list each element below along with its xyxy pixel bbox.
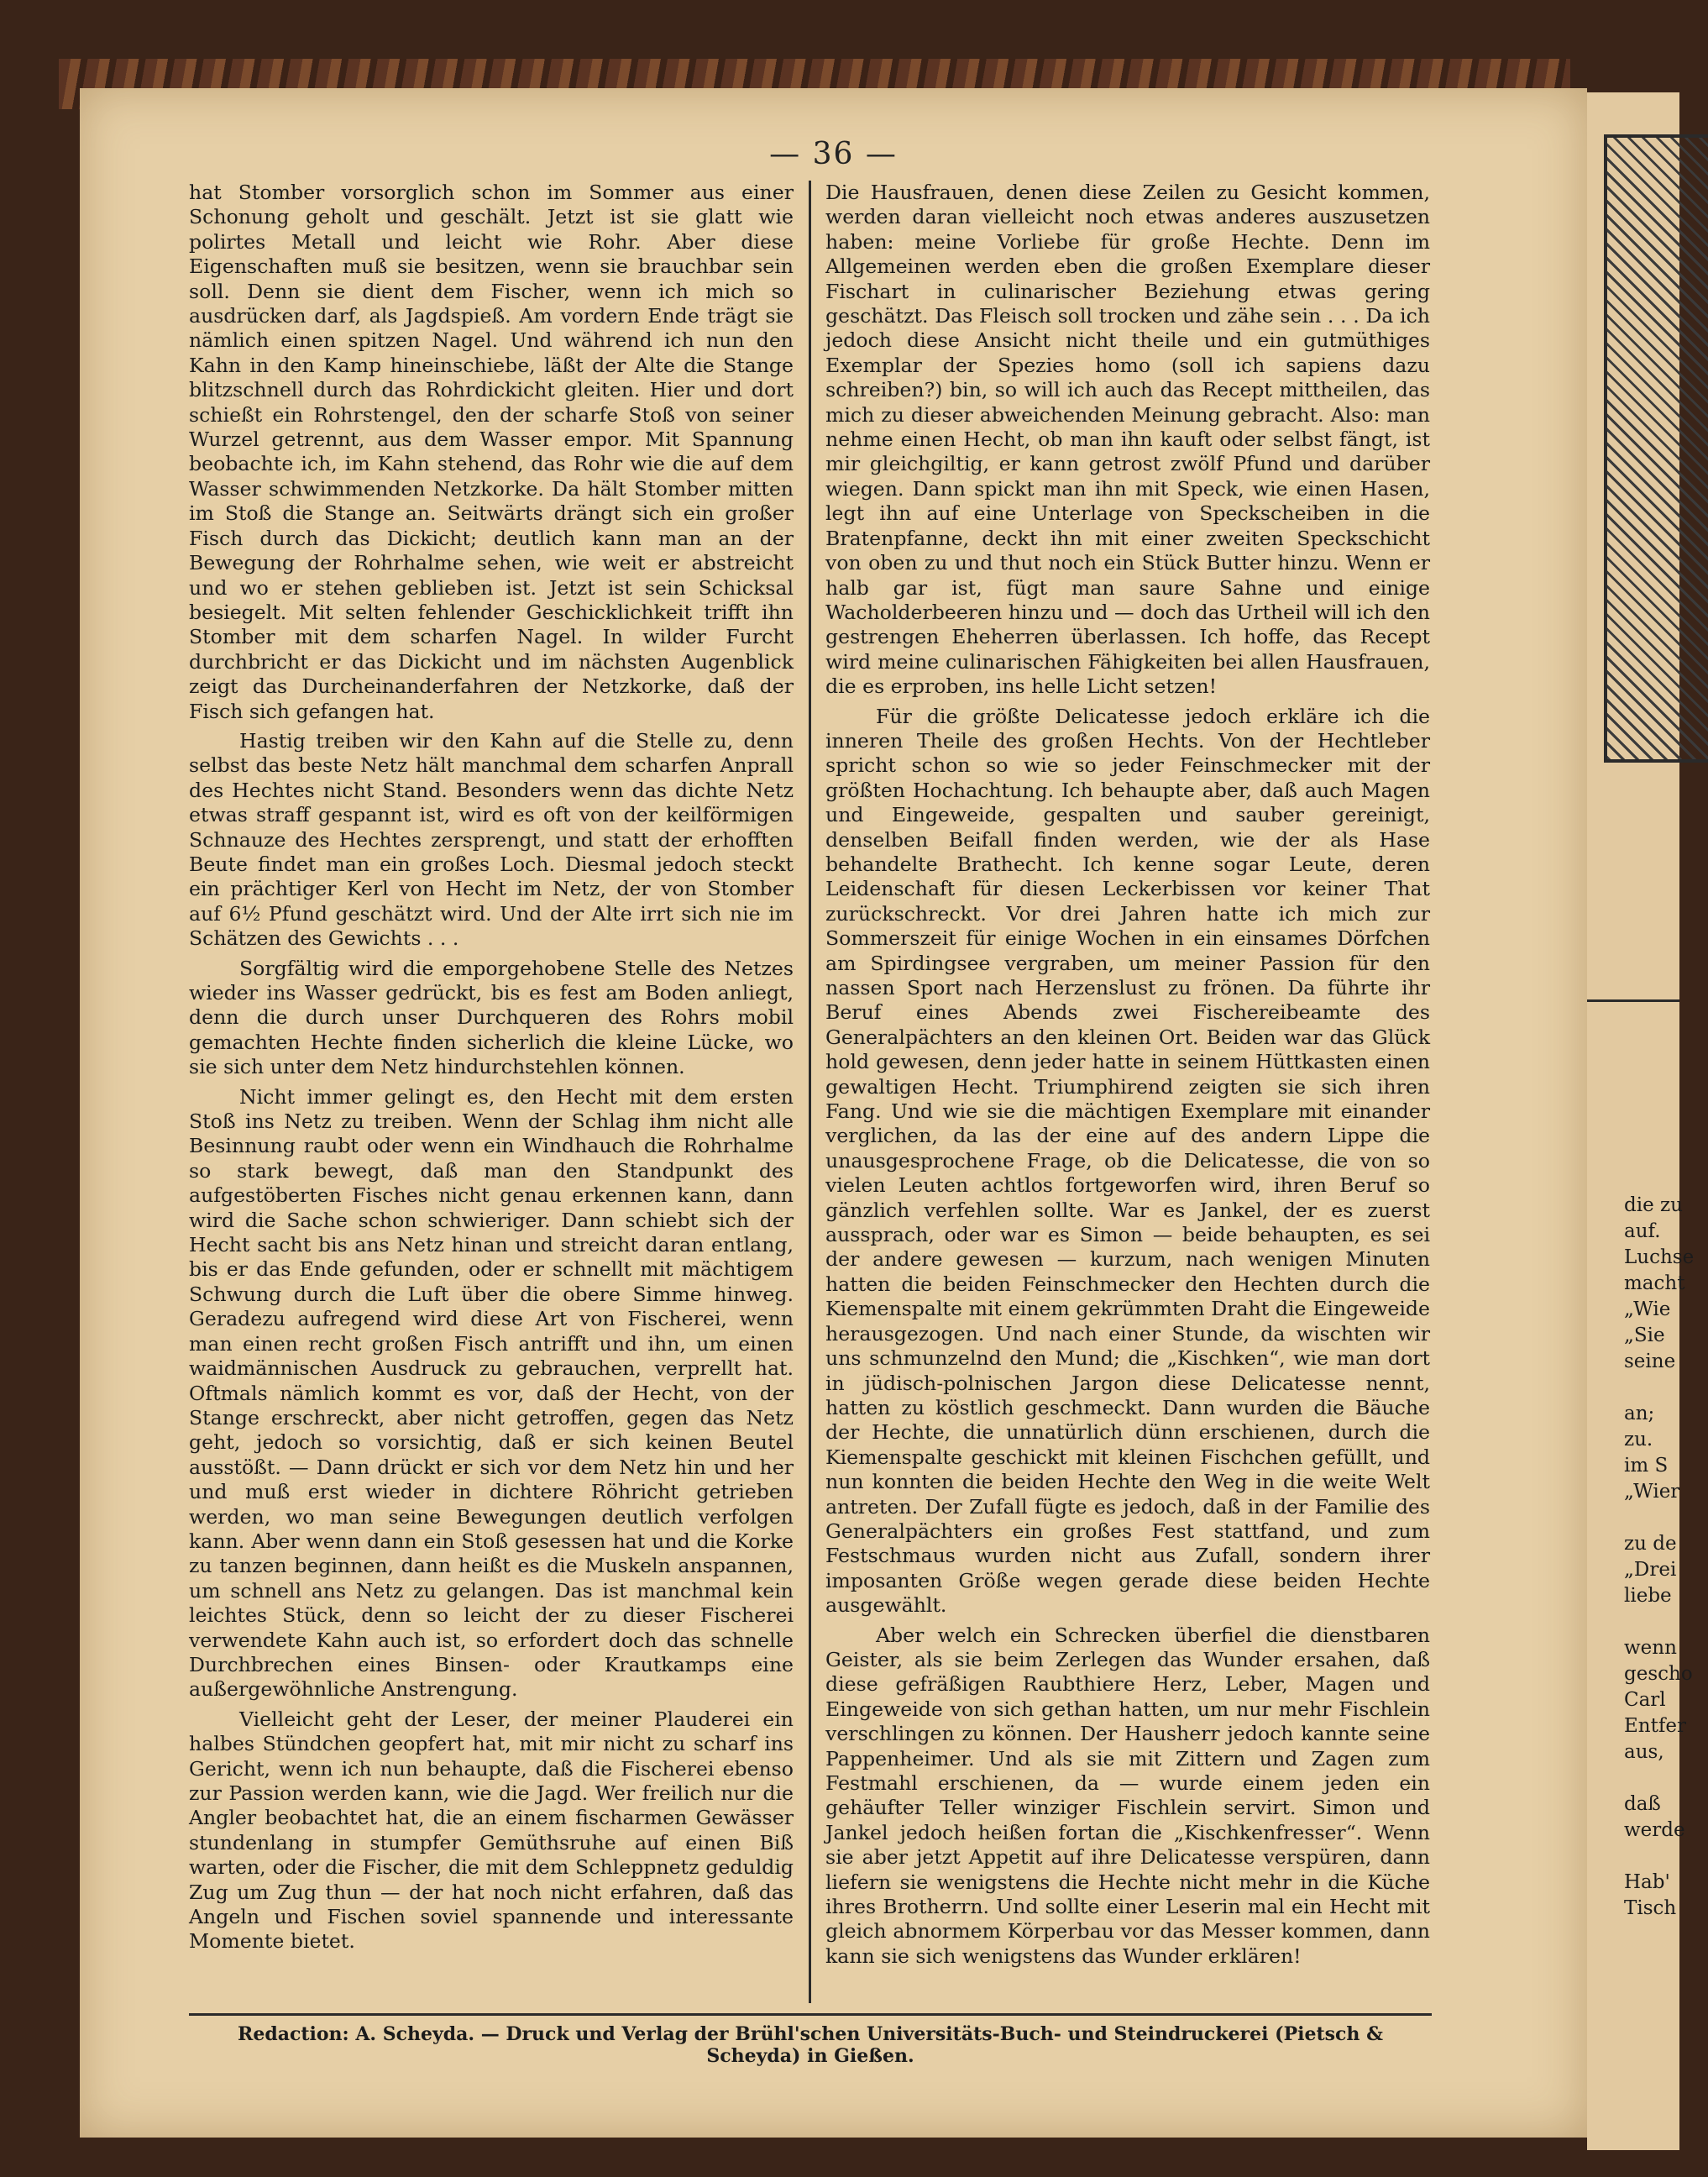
text-fragment: „Sie [1624, 1325, 1665, 1346]
paragraph: hat Stomber vorsorglich schon im Sommer aus einer Schonung geholt und geschält. Jetzt ist sie glatt wie polirtes Metall und leicht wie Rohr. Aber diese Eigenschaften muß sie besitzen, wenn sie brauchbar sein soll. Denn sie dient dem Fischer, wenn ich mich so ausdrücken darf, als Jagdspieß. Am vordern Ende trägt sie nämlich einen spitzen Nagel. Und während ich nun den Kahn in den Kamp hineinschiebe, läßt der Alte die Stange blitzschnell durch das Rohrdickicht gleiten. Hier und dort schießt ein Rohrstengel, den der scharfe Stoß von seiner Wurzel getrennt, aus dem Wasser empor. Mit Spannung beobachte ich, im Kahn stehend, das Rohr wie die auf dem Wasser schwimmenden Netzkorke. Da hält Stomber mitten im Stoß die Stange an. Seitwärts drängt sich ein großer Fisch durch das Dickicht; deutlich kann man an der Bewegung der Rohrhalme sehen, wie weit er abstreicht und wo er stehen geblieben ist. Jetzt ist sein Schicksal besiegelt. Mit selten fehlender Geschicklichkeit trifft ihn Stomber mit dem scharfen Nagel. In wilder Furcht durchbricht er das Dickicht und im nächsten Augenblick zeigt das Durcheinanderfahren der Netzkorke, daß der Fisch sich gefangen hat. [189, 181, 794, 723]
text-fragment: werde [1624, 1819, 1685, 1841]
text-fragment [1624, 1844, 1691, 1870]
text-fragment: „Drei [1624, 1559, 1677, 1581]
paragraph: Aber welch ein Schrecken überfiel die dienstbaren Geister, als sie beim Zerlegen das Wunder ersahen, daß diese gefräßigen Raubthiere Herz, Leber, Magen und Eingeweide von sich gethan hatten, um nur mehr Fischlein verschlingen zu können. Der Hausherr jedoch kannte seine Pappenheimer. Und als sie mit Zittern und Zagen zum Festmahl erschienen, da — wurde einem jeden ein gehäufter Teller winziger Fischlein servirt. Simon und Jankel jedoch heißen fortan die „Kischkenfresser“. Wenn sie aber jetzt Appetit auf ihre Delicatesse verspüren, dann liefern sie wenigstens die Hechte nicht mehr in die Küche ihres Brotherrn. Und sollte einer Leserin mal ein Hecht mit gleich abnormem Körperbau vor das Messer kommen, dann kann sie sich wenigstens das Wunder erklären! [825, 1623, 1430, 1968]
text-fragment: Hab' [1624, 1871, 1670, 1893]
text-fragment: aus, [1624, 1741, 1664, 1763]
footer-rule [189, 2013, 1432, 2016]
adjacent-page-text [1624, 1193, 1695, 1922]
text-fragment: auf. [1624, 1220, 1661, 1242]
text-fragment: Carl [1624, 1689, 1666, 1711]
text-fragment: „Wie [1624, 1298, 1671, 1320]
text-fragment: seine [1624, 1351, 1676, 1372]
adjacent-page [1587, 92, 1695, 2150]
ornament-illustration [1604, 134, 1708, 763]
right-column [825, 181, 1430, 1969]
page-number: — 36 — [769, 137, 898, 171]
text-fragment: die zu [1624, 1194, 1683, 1216]
text-fragment: zu. [1624, 1429, 1653, 1450]
paragraph: Vielleicht geht der Leser, der meiner Plauderei ein halbes Stündchen geopfert hat, mit mir nicht zu scharf ins Gericht, wenn ich nun behaupte, daß die Fischerei ebenso zur Passion werden kann, wie die Jagd. Wer freilich nur die Angler beobachtet hat, die an einem fischarmen Gewässer stundenlang in stumpfer Gemüthsruhe auf einen Biß warten, oder die Fischer, die mit dem Schleppnetz geduldig Zug um Zug thun — der hat noch nicht erfahren, daß das Angeln und Fischen soviel spannende und interessante Momente bietet. [189, 1707, 794, 1954]
text-fragment [1624, 1375, 1691, 1401]
text-fragment [1624, 1505, 1691, 1531]
text-fragment: wenn [1624, 1637, 1677, 1659]
column-divider [809, 181, 811, 2003]
paragraph: Für die größte Delicatesse jedoch erkläre ich die inneren Theile des großen Hechts. Von der Hechtleber spricht schon so wie so jeder Feinschmecker mit der größten Hochachtung. Ich behaupte aber, daß auch Magen und Eingeweide, gespalten und sauber gereinigt, denselben Beifall finden werden, wie der als Hase behandelte Brathecht. Ich kenne sogar Leute, deren Leidenschaft für diesen Leckerbissen vor keiner That zurückschreckt. Vor drei Jahren hatte ich mich zur Sommerszeit für einige Wochen in ein einsames Dörfchen am Spirdingsee vergraben, um meiner Passion für den nassen Sport nach Herzenslust zu frönen. Da führte ihr Beruf eines Abends zwei Fischereibeamte des Generalpächters an den kleinen Ort. Beiden war das Glück hold gewesen, denn jeder hatte in seinem Hüttkasten einen gewaltigen Hecht. Triumphirend zeigten sie sich ihren Fang. Und wie sie die mächtigen Exemplare mit einander verglichen, da las der eine auf des andern Lippe die unausgesprochene Frage, ob die Delicatesse, die von so vielen Leuten achtlos fortgeworfen wird, ihren Beruf so gänzlich verfehlen sollte. War es Jankel, der es zuerst aussprach, oder war es Simon — beide behaupten, es sei der andere gewesen — kurzum, nach wenigen Minuten hatten die beiden Feinschmecker den Hechten durch die Kiemenspalte mit einem gekrümmten Draht die Eingeweide herausgezogen. Und nach einer Stunde, da wischten wir uns schmunzelnd den Mund; die „Kischken“, wie man dort in jüdisch-polnischen Jargon diese Delicatesse nennt, hatten zu köstlich geschmeckt. Dann wurden die Bäuche der Hechte, die unnatürlich dünn erschienen, durch die Kiemenspalte geschickt mit kleinen Fischchen gefüllt, und nun konnten die beiden Hechte den Weg in die weite Welt antreten. Der Zufall fügte es jedoch, daß in der Familie des Generalpächters ein großes Fest stattfand, und zum Festschmaus wurden nicht aus Zufall, sondern ihrer imposanten Größe wegen gerade diese beiden Hechte ausgewählt. [825, 704, 1430, 1618]
paragraph: Sorgfältig wird die emporgehobene Stelle des Netzes wieder ins Wasser gedrückt, bis es fest am Boden anliegt, denn die durch unser Durchqueren des Rohrs mobil gemachten Hechte finden sicherlich die kleine Lücke, wo sie sich unter dem Netz hindurchstehlen können. [189, 956, 794, 1079]
text-fragment: gescho [1624, 1663, 1693, 1685]
text-fragment: „Wier [1624, 1481, 1680, 1503]
paragraph: Die Hausfrauen, denen diese Zeilen zu Gesicht kommen, werden daran vielleicht noch etwas anderes auszusetzen haben: meine Vorliebe für große Hechte. Denn im Allgemeinen werden eben die großen Exemplare dieser Fischart in culinarischer Beziehung etwas gering geschätzt. Das Fleisch soll trocken und zähe sein . . . Da ich jedoch diese Ansicht nicht theile und ein gutmüthiges Exemplar der Spezies homo (soll ich sapiens dazu schreiben?) bin, so will ich auch das Recept mittheilen, das mich zu dieser abweichenden Meinung gebracht. Also: man nehme einen Hecht, ob man ihn kauft oder selbst fängt, ist mir gleichgiltig, er kann getrost zwölf Pfund und darüber wiegen. Dann spickt man ihn mit Speck, wie einen Hasen, legt ihn auf eine Unterlage von Speckscheiben in die Bratenpfanne, deckt ihn mit einer zweiten Speckschicht von oben zu und thut noch ein Stück Butter hinzu. Wenn er halb gar ist, fügt man saure Sahne und einige Wacholderbeeren hinzu und — doch das Urtheil will ich den gestrengen Eheherren überlassen. Ich hoffe, das Recept wird meine culinarischen Fähigkeiten bei allen Hausfrauen, die es erproben, ins helle Licht setzen! [825, 181, 1430, 699]
paragraph: Hastig treiben wir den Kahn auf die Stelle zu, denn selbst das beste Netz hält manchmal dem scharfen Anprall des Hechtes nicht Stand. Besonders wenn das dichte Netz etwas straff gespannt ist, wird es oft von der keilförmigen Schnauze des Hechtes zersprengt, und statt der erhofften Beute findet man ein großes Loch. Diesmal jedoch steckt ein prächtiger Kerl von Hecht im Netz, der von Stomber auf 6½ Pfund geschätzt wird. Und der Alte irrt sich nie im Schätzen des Gewichts . . . [189, 728, 794, 951]
book-page [80, 88, 1587, 2138]
text-fragment: Tisch [1624, 1897, 1677, 1919]
text-fragment: Luchse [1624, 1246, 1695, 1268]
text-fragment: an; [1624, 1403, 1655, 1424]
text-fragment [1624, 1609, 1691, 1635]
text-fragment: im S [1624, 1455, 1669, 1477]
imprint-line: Redaction: A. Scheyda. — Druck und Verlag der Brühl'schen Universitäts-Buch- und Steindruckerei (Pietsch & Scheyda) in Gießen. [238, 2023, 1383, 2067]
divider [1587, 999, 1679, 1002]
text-fragment: macht [1624, 1272, 1685, 1294]
text-fragment: daß [1624, 1793, 1661, 1815]
paragraph: Nicht immer gelingt es, den Hecht mit dem ersten Stoß ins Netz zu treiben. Wenn der Schlag ihm nicht alle Besinnung raubt oder wenn ein Windhauch die Rohrhalme so stark bewegt, daß man den Standpunkt des aufgestöberten Fisches nicht genau erkennen kann, dann wird die Sache schon schwieriger. Dann schiebt sich der Hecht sacht bis ans Netz hinan und streicht daran entlang, bis er das Ende gefunden, oder er schnellt mit mächtigem Schwung durch die Luft über die obere Simme hinweg. Geradezu aufregend wird diese Art von Fischerei, wenn man einen recht großen Fisch antrifft und ihn, um einen waidmännischen Ausdruck zu gebrauchen, verprellt hat. Oftmals nämlich kommt es vor, daß der Hecht, von der Stange erschreckt, aber nicht getroffen, gegen das Netz geht, jedoch so vorsichtig, daß er sich keinen Beutel ausstößt. — Dann drückt er sich vor dem Netz hin und her und muß erst wieder in dichtere Röhricht getrieben werden, wo man seine Bewegungen deutlich verfolgen kann. Aber wenn dann ein Stoß gesessen hat und die Korke zu tanzen beginnen, dann heißt es die Muskeln anspannen, um schnell ans Netz zu gelangen. Das ist manchmal kein leichtes Stück, denn so leicht der zu dieser Fischerei verwendete Kahn auch ist, so erfordert doch das schnelle Durchbrechen eines Binsen- oder Krautkamps eine außergewöhnliche Anstrengung. [189, 1084, 794, 1702]
text-fragment: liebe [1624, 1585, 1672, 1607]
text-fragment: zu de [1624, 1533, 1677, 1555]
left-column [189, 181, 794, 1954]
text-fragment [1624, 1765, 1691, 1791]
text-fragment: Entfer [1624, 1715, 1686, 1737]
